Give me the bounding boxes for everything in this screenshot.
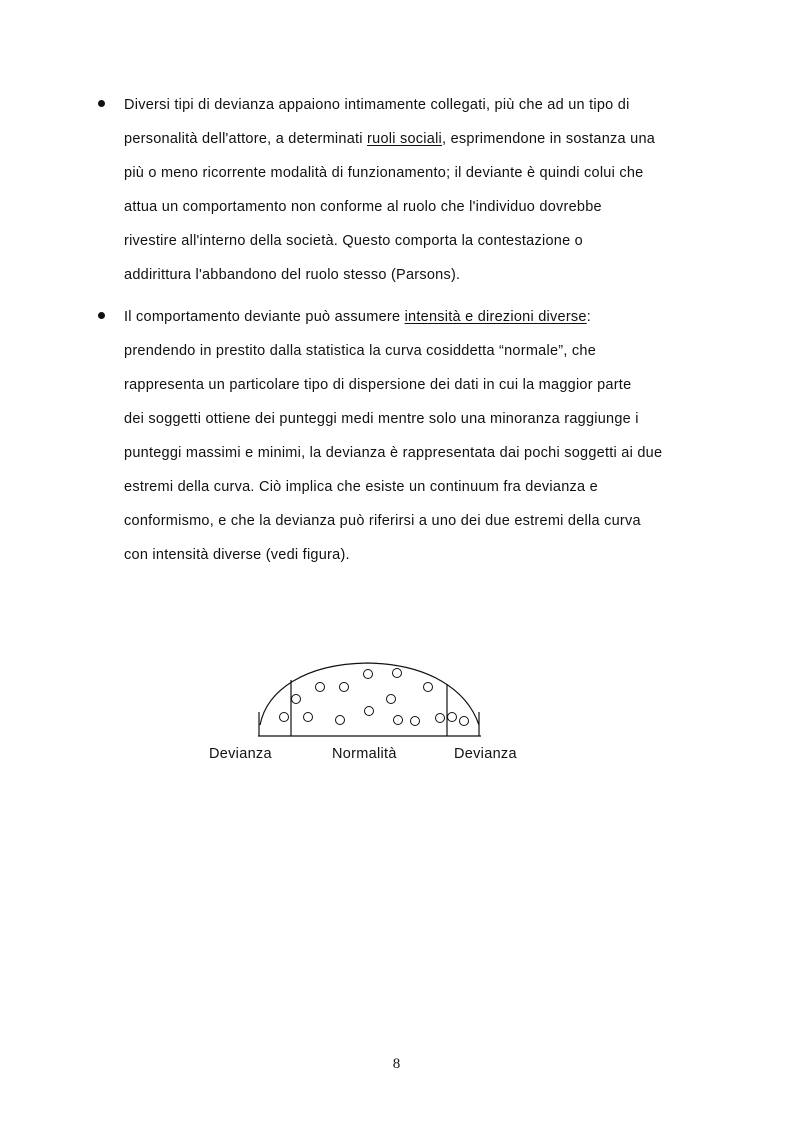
- bullet-item: [98, 300, 728, 572]
- text-line: dei soggetti ottiene dei punteggi medi mentre solo una minoranza raggiunge i: [124, 411, 639, 427]
- label-deviance-left: Devianza: [209, 746, 272, 762]
- data-point: [304, 713, 313, 722]
- bullet-list: [98, 88, 728, 580]
- data-point: [365, 707, 374, 716]
- label-deviance-right: Devianza: [454, 746, 517, 762]
- data-point: [336, 716, 345, 725]
- bullet-dot-icon: [98, 100, 105, 107]
- text-line: estremi della curva. Ciò implica che esiste un continuum fra devianza e: [124, 479, 598, 495]
- text-line: prendendo in prestito dalla statistica la curva cosiddetta “normale”, che: [124, 343, 597, 359]
- data-point: [460, 717, 469, 726]
- text-line: attua un comportamento non conforme al ruolo che l'individuo dovrebbe: [124, 199, 602, 215]
- data-point: [364, 670, 373, 679]
- label-normality: Normalità: [332, 746, 397, 762]
- normal-curve-figure: [195, 650, 535, 780]
- text-line: più o meno ricorrente modalità di funzionamento; il deviante è quindi colui che: [124, 165, 644, 181]
- bullet-dot-icon: [98, 312, 105, 319]
- data-point: [280, 713, 289, 722]
- data-points: [280, 669, 469, 726]
- data-point: [387, 695, 396, 704]
- text-line: Diversi tipi di devianza appaiono intimamente collegati, più che ad un tipo di: [124, 97, 630, 113]
- text-line: conformismo, e che la devianza può riferirsi a uno dei due estremi della curva: [124, 513, 641, 529]
- underlined-term: ruoli sociali: [367, 131, 443, 147]
- page-number: 8: [392, 1056, 401, 1072]
- data-point: [316, 683, 325, 692]
- data-point: [436, 714, 445, 723]
- normal-curve-diagram: [195, 650, 535, 745]
- data-point: [340, 683, 349, 692]
- data-point: [448, 713, 457, 722]
- data-point: [424, 683, 433, 692]
- underlined-term: intensità e direzioni diverse: [404, 309, 587, 325]
- text-line: rappresenta un particolare tipo di dispersione dei dati in cui la maggior parte: [124, 377, 632, 393]
- text-line: con intensità diverse (vedi figura).: [124, 547, 350, 563]
- text-line: addirittura l'abbandono del ruolo stesso (Parsons).: [124, 267, 461, 283]
- text-line: personalità dell'attore, a determinati ruoli sociali, esprimendone in sostanza una: [124, 131, 656, 147]
- text-line: punteggi massimi e minimi, la devianza è rappresentata dai pochi soggetti ai due: [124, 445, 663, 461]
- bullet-item: [98, 88, 728, 292]
- data-point: [411, 717, 420, 726]
- text-line: Il comportamento deviante può assumere intensità e direzioni diverse:: [124, 309, 592, 325]
- text-line: rivestire all'interno della società. Questo comporta la contestazione o: [124, 233, 583, 249]
- data-point: [394, 716, 403, 725]
- data-point: [393, 669, 402, 678]
- data-point: [292, 695, 301, 704]
